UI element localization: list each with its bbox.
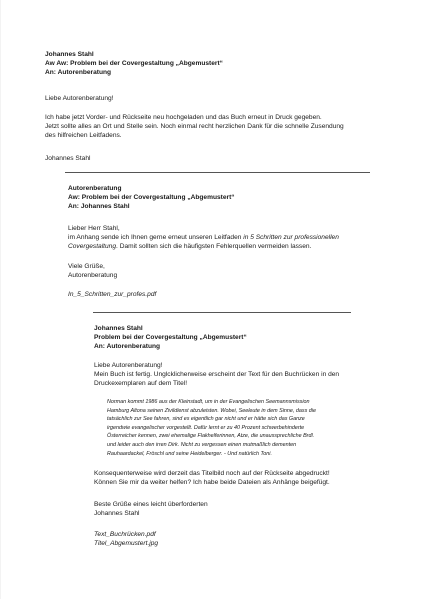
- message1-body-line: des hilfreichen Leitfadens.: [45, 132, 122, 140]
- message1-body: [45, 113, 344, 141]
- attachment-link-text-pdf[interactable]: Text_Buchrücken.pdf: [94, 531, 156, 538]
- message2-closing: [68, 262, 117, 280]
- blurb-line: irgendwie evangelischer vorgestellt. Dafür lernt er zu 40 Prozent schwerbehinderte: [107, 424, 305, 431]
- blurb-line: Österreicher kennen, zwei ehemalige Flakhelferinnen, Atze, die unaussprechliche Brdl.: [107, 433, 315, 440]
- message3-body: [94, 361, 339, 389]
- message3-body-line: Konsequenterweise wird derzeit das Titelbild noch auf der Rückseite abgedruckt!: [94, 470, 330, 477]
- message2-attachment-link[interactable]: In_5_Schritten_zur_profes.pdf: [68, 291, 157, 298]
- message2-recipient: An: Johannes Stahl: [68, 203, 130, 211]
- message2-guide-title: in 5 Schritten zur professionellen: [243, 234, 339, 242]
- message1-body-line: Jetzt sollte alles an Ort und Stelle sein. Noch einmal recht herzlichen Dank für die schnelle Zusendung: [45, 123, 344, 131]
- message2-sender: Autorenberatung: [68, 185, 122, 192]
- message1-subject: Aw Aw: Problem bei der Covergestaltung „Abgemustert“: [45, 60, 223, 68]
- message2-greeting: Lieber Herr Stahl,: [68, 225, 120, 232]
- message2-subject: Aw: Problem bei der Covergestaltung „Abgemustert“: [68, 194, 235, 202]
- message3-recipient: An: Autorenberatung: [94, 343, 161, 351]
- message3-greeting: Liebe Autorenberatung!: [94, 362, 163, 369]
- message2-guide-title: Covergestaltung: [68, 243, 117, 251]
- message1-signature: Johannes Stahl: [45, 155, 91, 162]
- message1-greeting: Liebe Autorenberatung!: [45, 95, 114, 102]
- message3-body-line: Druckexemplaren auf dem Titel!: [94, 380, 188, 388]
- attachment-link-title-jpg[interactable]: Titel_Abgemustert.jpg: [94, 540, 159, 548]
- message1-header: [45, 50, 223, 78]
- message3-body-line: Mein Buch ist fertig. Unglcklicherweise erscheint der Text für den Buchrücken in den: [94, 371, 340, 379]
- message2-body-text: . Damit sollten sich die häufigsten Fehlerquellen vermeiden lassen.: [116, 243, 312, 251]
- quote-separator-1: [65, 172, 370, 173]
- message2-body-text: im Anhang sende ich Ihnen gerne erneut unseren Leitfaden: [68, 234, 244, 242]
- quote-separator-2: [93, 312, 351, 313]
- message3-header: [94, 324, 247, 352]
- message2-body-line: [68, 242, 339, 251]
- message3-attachments: [94, 530, 158, 548]
- message1-body-line: Ich habe jetzt Vorder- und Rückseite neu hochgeladen und das Buch erneut in Druck gegeben.: [45, 114, 322, 121]
- message2-header: [68, 184, 235, 212]
- blurb-line: Norman kommt 1986 aus der Kleinstadt, um in der Evangelischen Seemannsmission: [107, 399, 310, 405]
- blurb-line: Rauhaardackel, Fröschl und seine Heidelberger. - Und natürlich Toni.: [107, 450, 273, 457]
- message2-closing-line: Viele Grüße,: [68, 263, 105, 270]
- page-edge: [0, 0, 1, 599]
- blurb-line: tatsächlich zur See fahren, sind es eigentlich gar nicht und er hätte sich das Ganze: [107, 416, 305, 423]
- message2-body: [68, 224, 339, 252]
- message3-closing: [94, 500, 208, 518]
- message3-body2: [94, 469, 330, 487]
- book-blurb-quote: [107, 398, 353, 458]
- message3-body-line: Können Sie mir da weiter helfen? Ich habe beide Dateien als Anhänge beigefügt.: [94, 479, 330, 487]
- message3-closing-line: Beste Grüße eines leicht überforderten: [94, 501, 208, 508]
- message1-recipient: An: Autorenberatung: [45, 69, 112, 77]
- message2-body-line: [68, 233, 339, 242]
- message2-closing-line: Autorenberatung: [68, 272, 118, 280]
- blurb-line: Hamburg Altona seinen Zivildienst abzuleisten. Wobei, Seeleute in dem Sinne, dass die: [107, 407, 316, 414]
- message3-sender: Johannes Stahl: [94, 325, 143, 332]
- blurb-line: und leider auch den irren Dirk. Nicht zu vergessen einen mutmaßlich dementen: [107, 441, 297, 448]
- message3-closing-line: Johannes Stahl: [94, 510, 140, 518]
- message3-subject: Problem bei der Covergestaltung „Abgemustert“: [94, 334, 247, 342]
- message1-sender: Johannes Stahl: [45, 51, 94, 58]
